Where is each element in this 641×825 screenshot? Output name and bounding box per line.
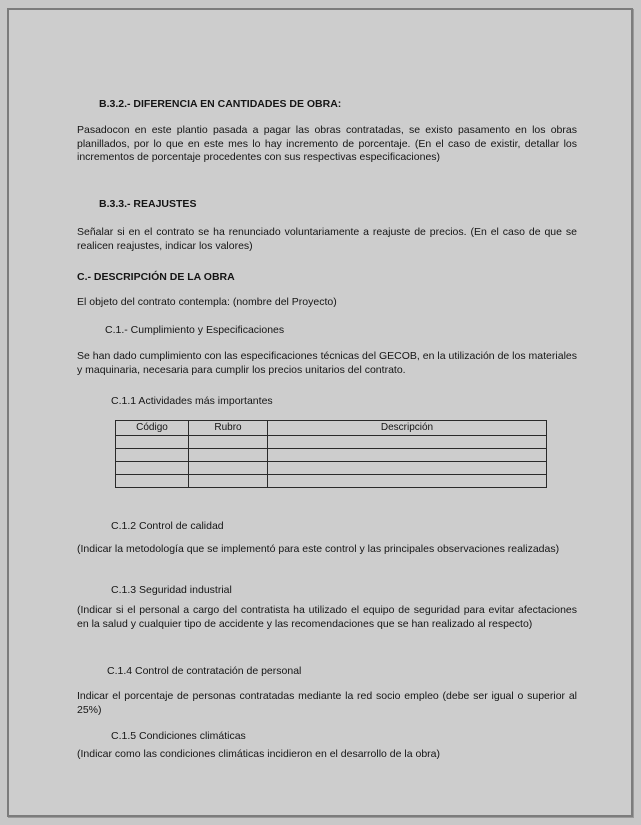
table-cell (189, 461, 268, 474)
heading-c15: C.1.5 Condiciones climáticas (111, 730, 246, 742)
document-page (7, 8, 633, 817)
heading-c14: C.1.4 Control de contratación de personal (107, 665, 302, 677)
paragraph-c13: (Indicar si el personal a cargo del contratista ha utilizado el equipo de seguridad para evitar afectaciones en la salud y cualquier tipo de accidente y las recomendaciones que se han realizado al respecto) (77, 604, 577, 630)
table-cell (189, 448, 268, 461)
heading-c1: C.1.- Cumplimiento y Especificaciones (105, 324, 285, 336)
table-cell (116, 461, 189, 474)
table-cell (189, 435, 268, 448)
table-cell (116, 474, 189, 487)
table-row (116, 435, 547, 448)
paragraph-b32: Pasadocon en este plantio pasada a pagar las obras contratadas, se existo pasamento en los obras planillados, por lo que en este mes lo hay incremento de porcentaje. (En el caso de existir, detallar los incrementos de porcentaje procedentes con sus respectivas especificaciones) (77, 124, 577, 163)
paragraph-c15: (Indicar como las condiciones climáticas incidieron en el desarrollo de la obra) (77, 748, 441, 760)
table-cell (268, 448, 547, 461)
table-cell (268, 461, 547, 474)
table-cell (116, 448, 189, 461)
paragraph-b33: Señalar si en el contrato se ha renunciado voluntariamente a reajuste de precios. (En el caso de que se realicen reajustes, indicar los valores) (77, 226, 577, 252)
table-cell (268, 435, 547, 448)
table-row (116, 448, 547, 461)
paragraph-c1: Se han dado cumplimiento con las especificaciones técnicas del GECOB, en la utilización de los materiales y maquinaria, necesaria para cumplir los precios unitarios del contrato. (77, 350, 577, 376)
table-cell (189, 474, 268, 487)
heading-c: C.- DESCRIPCIÓN DE LA OBRA (77, 271, 235, 283)
heading-c12: C.1.2 Control de calidad (111, 520, 224, 532)
header-rubro: Rubro (189, 421, 268, 436)
header-descripcion: Descripción (268, 421, 547, 436)
heading-c11: C.1.1 Actividades más importantes (111, 395, 273, 407)
table-header-row (116, 421, 547, 436)
table-cell (268, 474, 547, 487)
heading-b33: B.3.3.- REAJUSTES (99, 198, 197, 210)
paragraph-c12: (Indicar la metodología que se implementó para este control y las principales observaciones realizadas) (77, 543, 560, 555)
heading-c13: C.1.3 Seguridad industrial (111, 584, 232, 596)
table-row (116, 461, 547, 474)
paragraph-c: El objeto del contrato contempla: (nombre del Proyecto) (77, 296, 337, 308)
table-row (116, 474, 547, 487)
table-cell (116, 435, 189, 448)
paragraph-c14: Indicar el porcentaje de personas contratadas mediante la red socio empleo (debe ser igual o superior al 25%) (77, 690, 577, 716)
activities-table (115, 420, 547, 488)
heading-b32: B.3.2.- DIFERENCIA EN CANTIDADES DE OBRA: (99, 98, 342, 110)
header-codigo: Código (116, 421, 189, 436)
